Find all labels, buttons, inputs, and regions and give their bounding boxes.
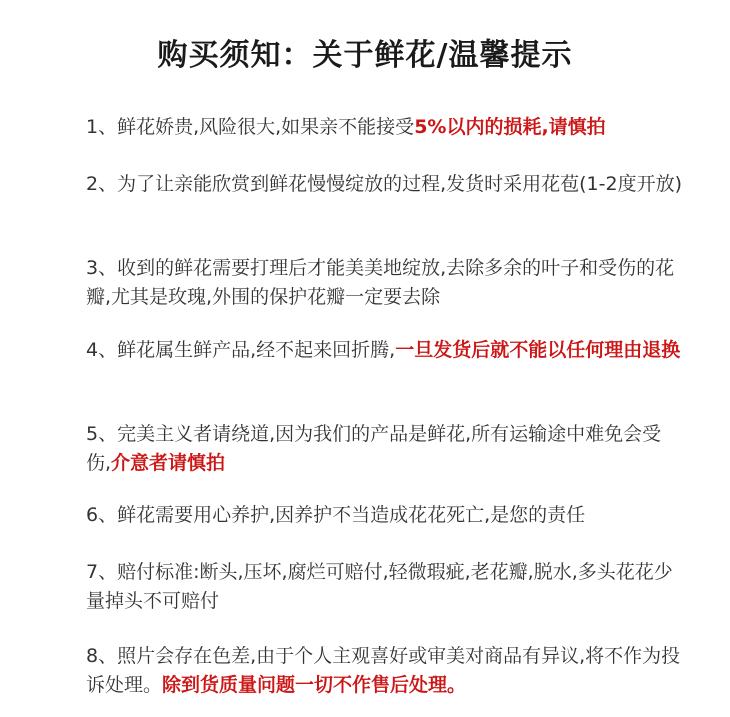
notice-item-7 (86, 558, 686, 616)
notice-number: 3、 (86, 257, 118, 279)
notice-item-5 (86, 420, 686, 478)
notice-text: 鲜花属生鲜产品,经不起来回折腾, (117, 339, 396, 361)
notice-number: 1、 (86, 116, 118, 138)
notice-text: 收到的鲜花需要打理后才能美美地绽放,去除多余的叶子和受伤的花瓣,尤其是玫瑰,外围的保护花瓣一定要去除 (86, 257, 675, 308)
notice-highlight: 5%以内的损耗,请慎拍 (414, 116, 606, 138)
notice-text: 照片会存在色差,由于个人主观喜好或审美对商品有异议,将不作为投诉处理。 (86, 645, 681, 696)
notice-text: 鲜花娇贵,风险很大,如果亲不能接受 (117, 116, 415, 138)
notice-item-6 (86, 501, 686, 530)
notice-text: 为了让亲能欣赏到鲜花慢慢绽放的过程,发货时采用花苞(1-2度开放) (117, 173, 682, 195)
notice-item-3 (86, 254, 686, 312)
notice-item-8 (86, 642, 686, 700)
notice-text: 赔付标准:断头,压坏,腐烂可赔付,轻微瑕疵,老花瓣,脱水,多头花花少量掉头不可赔付 (86, 561, 673, 612)
notice-highlight: 一旦发货后就不能以任何理由退换 (395, 339, 681, 361)
notice-number: 6、 (86, 504, 118, 526)
notice-item-4 (86, 336, 686, 365)
notice-item-1 (86, 113, 686, 142)
notice-highlight: 介意者请慎拍 (111, 452, 226, 474)
page-title: 购买须知：关于鲜花/温馨提示 (157, 38, 573, 73)
notice-highlight: 除到货质量问题一切不作售后处理。 (162, 674, 467, 696)
notice-number: 4、 (86, 339, 118, 361)
notice-number: 2、 (86, 173, 118, 195)
notice-item-2 (86, 170, 686, 199)
notice-number: 5、 (86, 423, 118, 445)
notice-number: 8、 (86, 645, 118, 667)
notice-number: 7、 (86, 561, 118, 583)
notice-text: 鲜花需要用心养护,因养护不当造成花花死亡,是您的责任 (117, 504, 586, 526)
notice-text: 完美主义者请绕道,因为我们的产品是鲜花,所有运输途中难免会受伤, (86, 423, 662, 474)
